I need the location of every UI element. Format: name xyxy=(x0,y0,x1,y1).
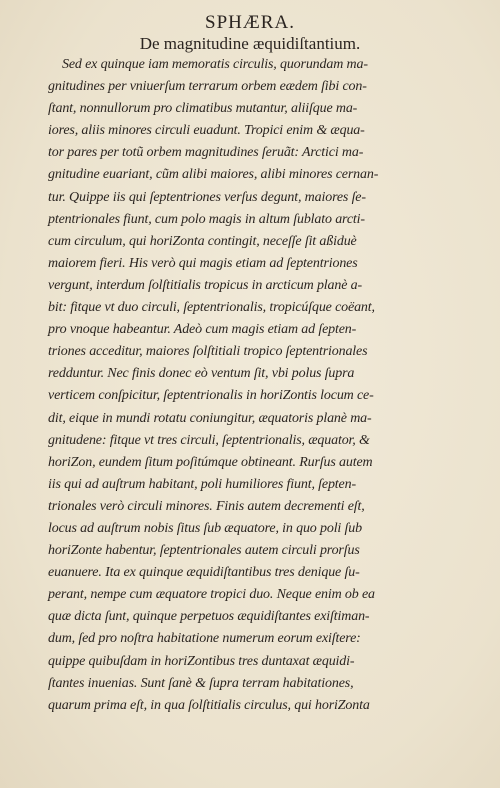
text-line: triones acceditur, maiores ſolſtitiali tropico ſeptentrionales xyxy=(48,344,368,360)
text-line: tor pares per totũ orbem magnitudines ſeruãt: Arctici ma- xyxy=(48,145,364,161)
text-line: locus ad auſtrum nobis ſitus ſub æquatore, in quo poli ſub xyxy=(48,520,362,536)
text-line: gnitudines per vniuerſum terrarum orbem eædem ſibi con- xyxy=(48,79,367,95)
text-line: iores, aliis minores circuli euadunt. Tropici enim & æqua- xyxy=(48,123,365,139)
text-line: bit: fitque vt duo circuli, ſeptentrionalis, tropicúſque coëant, xyxy=(48,300,375,316)
text-line: horiZon, eundem ſitum poſitúmque obtineant. Rurſus autem xyxy=(48,454,373,470)
text-line: ptentrionales fiunt, cum polo magis in altum ſublato arcti- xyxy=(48,211,365,227)
text-line: horiZonte habentur, ſeptentrionales autem circuli prorſus xyxy=(48,543,360,559)
text-line: quæ dicta ſunt, quinque perpetuos æquidiſtantes exiſtiman- xyxy=(48,609,370,625)
text-line: dum, ſed pro noſtra habitatione numerum eorum exiſtere: xyxy=(48,631,361,647)
body-text xyxy=(48,54,428,717)
section-title: De magnitudine æquidiſtantium. xyxy=(139,34,361,53)
text-line: gnitudene: fitque vt tres circuli, ſeptentrionalis, æquator, & xyxy=(48,432,370,448)
text-line: gnitudine euariant, cũm alibi maiores, alibi minores cernan- xyxy=(48,167,379,183)
text-line: Sed ex quinque iam memoratis circulis, quorundam ma- xyxy=(62,57,368,72)
text-line: redduntur. Nec finis donec eò ventum ſit, vbi polus ſupra xyxy=(48,366,355,382)
running-title: SPHÆRA. xyxy=(205,12,295,33)
text-line: dit, eique in mundi rotatu coniungitur, æquatoris planè ma- xyxy=(48,410,372,426)
text-line: tur. Quippe iis qui ſeptentriones verſus degunt, maiores ſe- xyxy=(48,189,366,205)
text-line: trionales verò circuli minores. Finis autem decrementi eſt, xyxy=(48,498,365,514)
text-line: quarum prima eſt, in qua ſolſtitialis circulus, qui horiZonta xyxy=(48,697,370,713)
text-line: cum circulum, qui horiZonta contingit, neceſſe ſit aßiduè xyxy=(48,233,357,249)
text-line: maiorem fieri. His verò qui magis etiam ad ſeptentriones xyxy=(48,255,358,271)
text-line: ſtant, nonnullorum pro climatibus mutantur, aliiſque ma- xyxy=(48,101,358,117)
text-line: pro vnoque habeantur. Adeò cum magis etiam ad ſepten- xyxy=(48,322,357,338)
text-line: verticem conſpicitur, ſeptentrionalis in horiZontis locum ce- xyxy=(48,388,374,404)
text-line: quippe quibuſdam in horiZontibus tres duntaxat æquidi- xyxy=(48,653,355,669)
text-line: perant, nempe cum æquatore tropici duo. Neque enim ob ea xyxy=(48,587,375,603)
text-line: euanuere. Ita ex quinque æquidiſtantibus tres denique ſu- xyxy=(48,565,360,581)
text-line: iis qui ad auſtrum habitant, poli humiliores fiunt, ſepten- xyxy=(48,476,356,492)
text-line: vergunt, interdum ſolſtitialis tropicus in arcticum planè a- xyxy=(48,277,363,293)
text-line: ſtantes inuenias. Sunt ſanè & ſupra terram habitationes, xyxy=(48,675,354,691)
